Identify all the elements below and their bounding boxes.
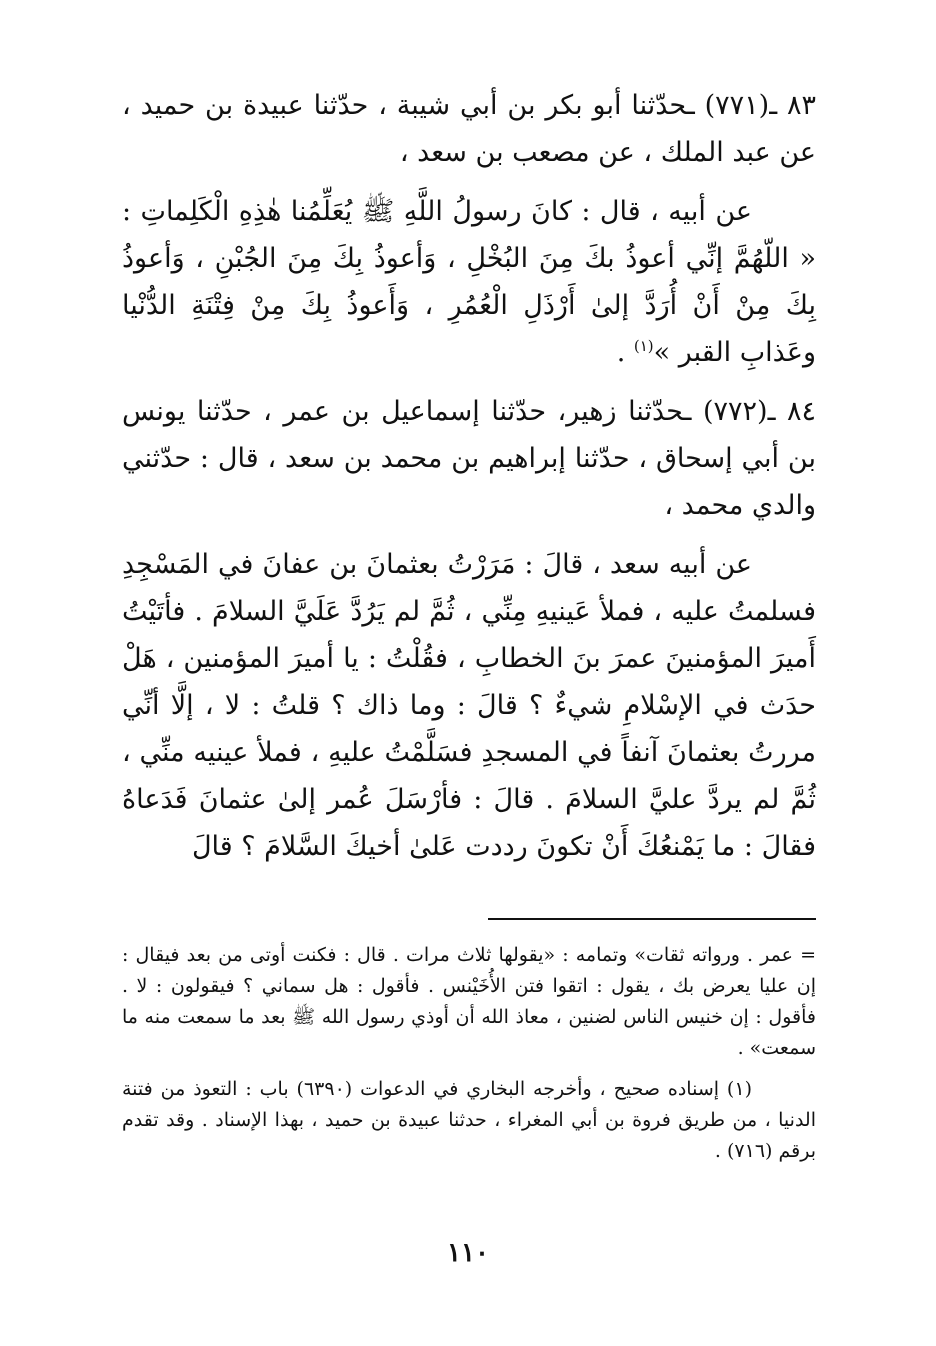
- hadith-84-header: ٨٤ ـ(٧٧٢) ـحدّثنا زهير، حدّثنا إسماعيل بن عمر ، حدّثنا يونس بن أبي إسحاق ، حدّثنا إبراهيم بن محمد بن سعد ، قال : حدّثني والدي محمد ،: [122, 396, 816, 521]
- footnotes-section: [122, 940, 816, 1177]
- main-text-body: [122, 82, 816, 882]
- footnote-continuation: = عمر . ورواته ثقات» وتمامه : «يقولها ثلاث مرات . قال : فكنت أوتى من بعد فيقال : إن عليا يعرض بك ، يقول : اتقوا فتن الأُخَيْنس . فأقول : هل سماني ؟ فيقولون : لا . فأقول : إن خنيس الناس لضنين ، معاذ الله أن أوذي رسول الله ﷺ بعد ما سمعت منه ما سمعت» .: [122, 944, 816, 1059]
- page-number: ١١٠: [447, 1238, 489, 1268]
- hadith-83-end: .: [616, 337, 634, 368]
- footnote-1: (١) إسناده صحيح ، وأخرجه البخاري في الدعوات (٦٣٩٠) باب : التعوذ من فتنة الدنيا ، من طريق فروة بن أبي المغراء ، حدثنا عبيدة بن حميد ، بهذا الإسناد . وقد تقدم برقم (٧١٦) .: [122, 1078, 816, 1162]
- hadith-83-body: [122, 188, 816, 376]
- hadith-84-body: عن أبيه سعد ، قالَ : مَرَرْتُ بعثمانَ بن عفانَ في المَسْجِدِ فسلمتُ عليه ، فملأ عَينيهِ مِنِّي ، ثُمَّ لم يَرُدَّ عَلَيَّ السلامَ . فأتَيْتُ أَميرَ المؤمنينَ عمرَ بنَ الخطابِ ، فقُلْتُ : يا أميرَ المؤمنين ، هَلْ حدَث في الإسْلامِ شيءٌ ؟ قالَ : وما ذاك ؟ قلتُ : لا ، إلَّا أنِّي مررتُ بعثمانَ آنفاً في المسجدِ فسَلَّمْتُ عليهِ ، فملأ عينيه منِّي ، ثُمَّ لم يردَّ عليَّ السلامَ . قالَ : فأرْسَلَ عُمر إلىٰ عثمانَ فَدَعاهُ فقالَ : ما يَمْنعُكَ أَنْ تكونَ رددت عَلىٰ أخيكَ السَّلامَ ؟ قالَ: [122, 549, 816, 862]
- footnote-divider: [488, 918, 816, 920]
- hadith-83-text: عن أبيه ، قال : كانَ رسولُ اللَّهِ ﷺ يُعَلِّمُنا هٰذِهِ الْكَلِماتِ : « اللّهُمَّ إنِّي أعوذُ بكَ مِنَ البُخْلِ ، وَأعوذُ بِكَ مِنَ الجُبْنِ ، وَأعوذُ بِكَ مِنْ أَنْ أُرَدَّ إلىٰ أَرْذَلِ الْعُمُرِ ، وَأَعوذُ بِكَ مِنْ فِتْنَةِ الدُّنْيا وعَذابِ القبر »: [122, 196, 816, 368]
- footnote-ref-1: (١): [633, 337, 654, 355]
- hadith-83-header: ٨٣ ـ(٧٧١) ـحدّثنا أبو بكر بن أبي شيبة ، حدّثنا عبيدة بن حميد ، عن عبد الملك ، عن مصعب بن سعد ،: [122, 90, 816, 168]
